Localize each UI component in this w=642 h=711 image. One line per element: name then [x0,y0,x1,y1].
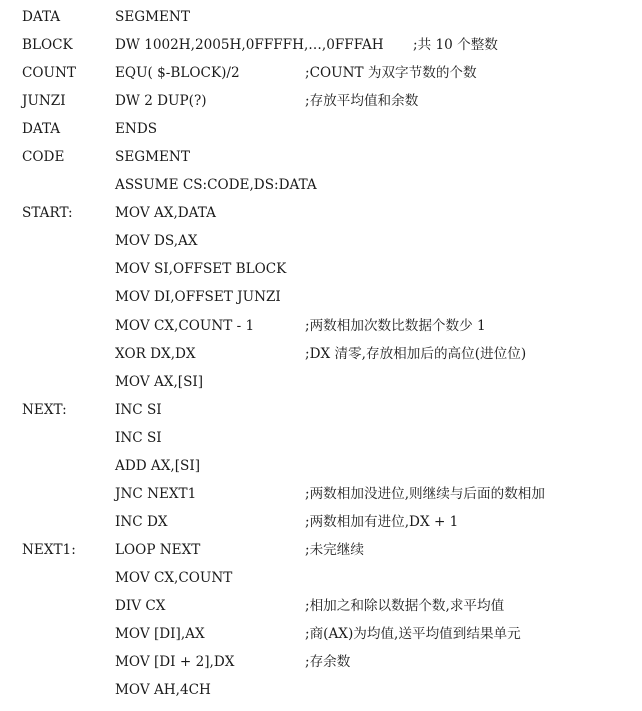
line-comment: ;DX 清零,存放相加后的高位(进位位) [305,345,527,362]
line-comment: ;两数相加次数比数据个数少 1 [305,317,486,334]
line-label: DATA [22,9,61,25]
instruction: INC SI [115,429,162,446]
instruction: SEGMENT [115,149,190,166]
code-line [0,115,642,143]
code-line [0,564,642,592]
code-line [0,508,642,536]
instruction: JNC NEXT1 [115,485,197,502]
instruction: MOV SI,OFFSET BLOCK [115,261,287,278]
code-line [0,227,642,255]
code-line [0,368,642,396]
code-line [0,31,642,59]
code-line [0,199,642,227]
assembly-listing [0,3,642,704]
code-line [0,171,642,199]
code-line [0,424,642,452]
code-line [0,59,642,87]
instruction: MOV AH,4CH [115,682,211,699]
instruction: EQU( $-BLOCK)/2 [115,65,240,82]
instruction: MOV CX,COUNT [115,569,233,586]
code-line [0,255,642,283]
instruction: MOV DI,OFFSET JUNZI [115,289,281,306]
line-label: BLOCK [22,37,73,54]
line-comment: ;两数相加没进位,则继续与后面的数相加 [305,485,545,502]
instruction: MOV DS,AX [115,233,198,250]
code-line [0,676,642,704]
code-line [0,396,642,424]
line-label: NEXT1: [22,541,76,558]
line-comment: ;存余数 [305,654,351,671]
code-line [0,143,642,171]
instruction: DIV CX [115,597,166,614]
code-line [0,648,642,676]
code-line [0,340,642,368]
line-comment: ;两数相加有进位,DX + 1 [305,513,459,530]
line-label: JUNZI [22,93,66,110]
code-line [0,87,642,115]
instruction: ASSUME CS:CODE,DS:DATA [115,177,317,194]
instruction: MOV AX,DATA [115,205,216,222]
code-line [0,283,642,311]
line-comment: ;商(AX)为均值,送平均值到结果单元 [305,626,521,643]
line-label: COUNT [22,65,76,82]
instruction: LOOP NEXT [115,541,201,558]
line-comment: ;共 10 个整数 [413,37,498,54]
instruction: MOV CX,COUNT - 1 [115,317,255,334]
line-label: NEXT: [22,401,67,418]
line-label: START: [22,205,73,222]
code-line [0,452,642,480]
instruction: MOV [DI + 2],DX [115,654,235,671]
code-line [0,620,642,648]
code-line [0,592,642,620]
line-comment: ;相加之和除以数据个数,求平均值 [305,597,505,614]
code-line [0,3,642,31]
instruction: INC SI [115,401,162,418]
code-line [0,536,642,564]
code-line [0,480,642,508]
instruction: XOR DX,DX [115,345,196,362]
instruction: SEGMENT [115,9,190,25]
instruction: ENDS [115,121,158,138]
line-comment: ;存放平均值和余数 [305,93,419,110]
instruction: DW 2 DUP(?) [115,93,207,110]
line-comment: ;未完继续 [305,541,364,558]
line-label: DATA [22,121,61,138]
line-comment: ;COUNT 为双字节数的个数 [305,65,477,82]
instruction: DW 1002H,2005H,0FFFFH,…,0FFFAH [115,37,384,54]
code-line [0,312,642,340]
instruction: MOV AX,[SI] [115,373,204,390]
instruction: INC DX [115,513,168,530]
instruction: ADD AX,[SI] [115,457,201,474]
line-label: CODE [22,149,65,166]
instruction: MOV [DI],AX [115,626,205,643]
